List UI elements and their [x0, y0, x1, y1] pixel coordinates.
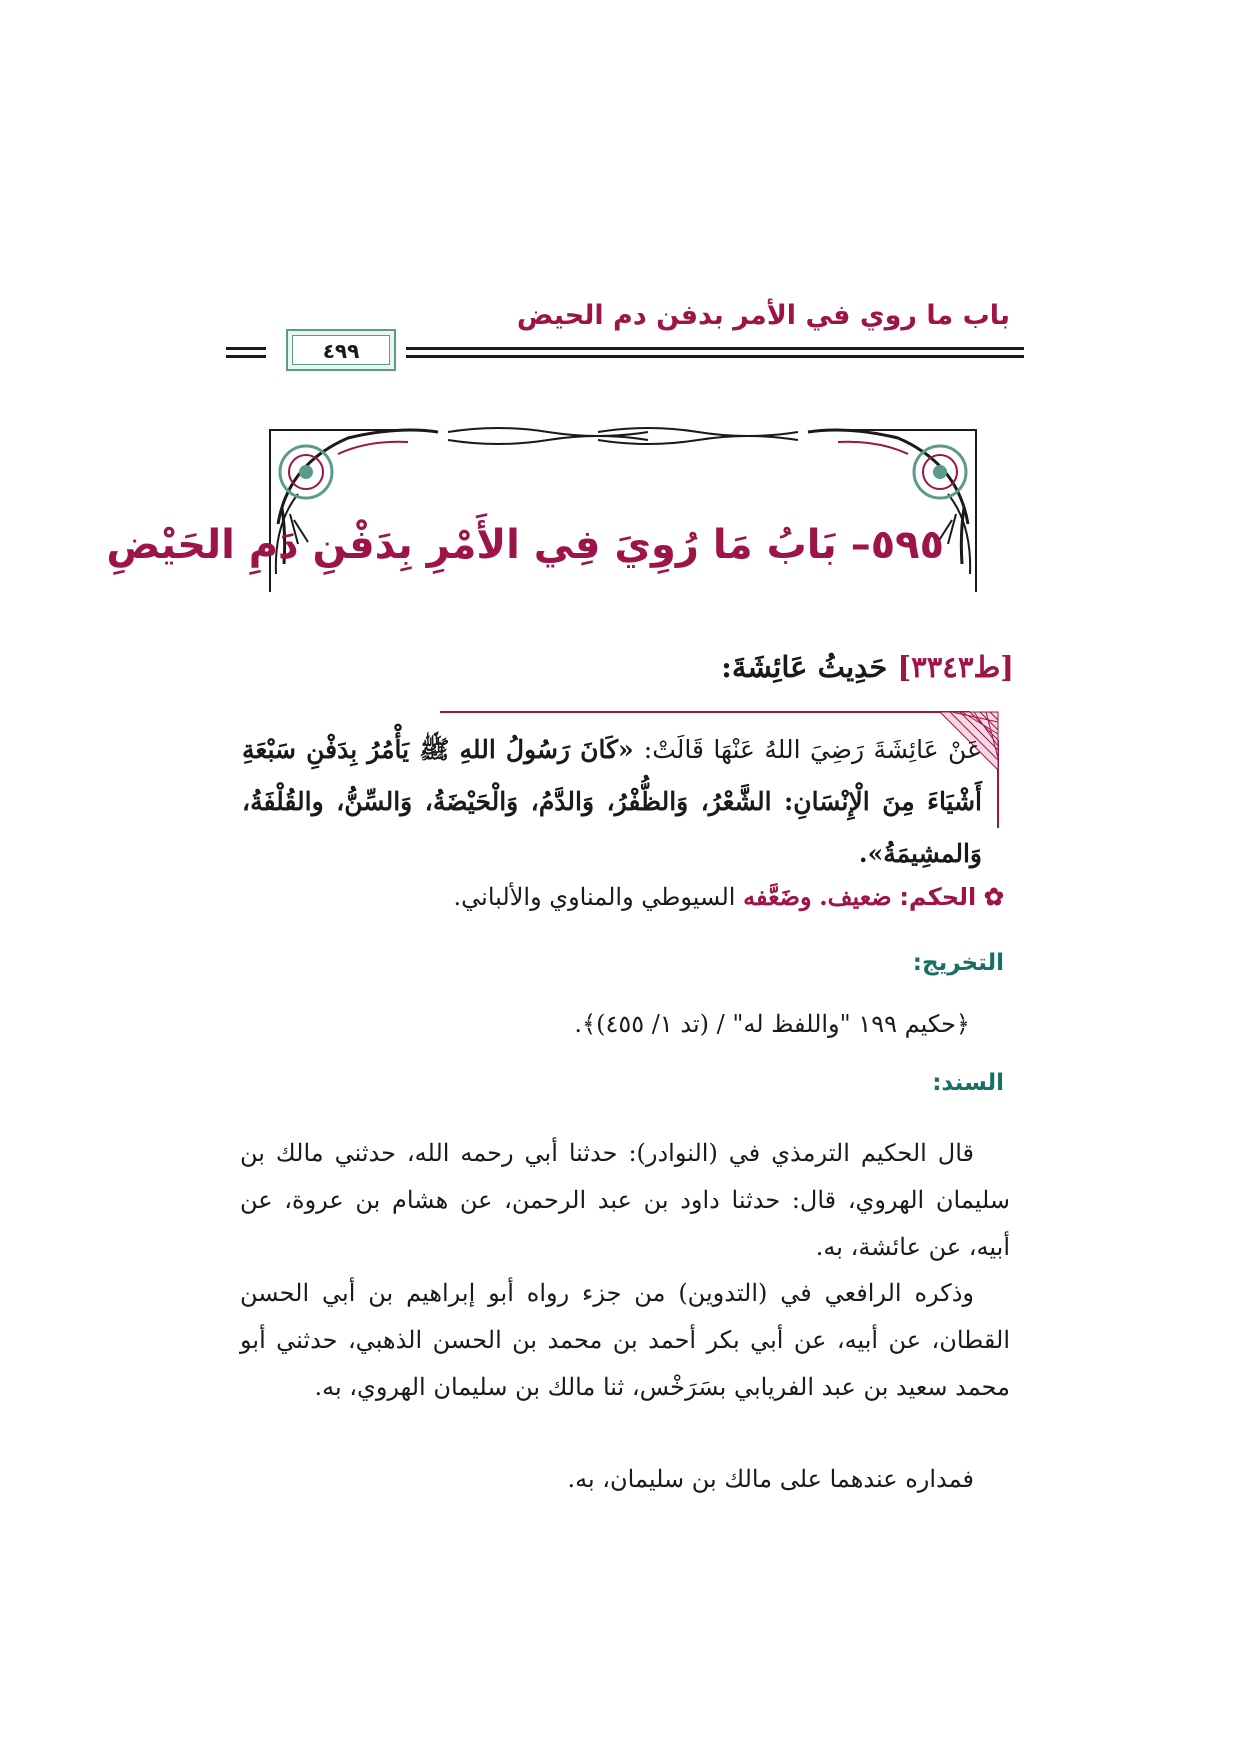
hukm-label: الحكم: [899, 883, 977, 911]
hukm-grade: ضعيف. [819, 882, 892, 911]
takhrij-text: ﴿حكيم ١٩٩ "واللفظ له" / (تد ١/ ٤٥٥)﴾. [574, 1010, 970, 1038]
hadith-box [230, 710, 1000, 868]
hadith-lead: عَنْ عَائِشَةَ رَضِيَ اللهُ عَنْهَا قَالَتْ: [643, 735, 982, 764]
header-rule-left-top [226, 347, 266, 350]
hadith-heading [721, 650, 1014, 684]
header-rule-bottom [406, 355, 1024, 358]
hadith-reference: [ط٣٣٤٣] [897, 650, 1014, 684]
sanad-paragraph: فمداره عندهما على مالك بن سليمان، به. [567, 1465, 974, 1493]
page-number: ٤٩٩ [292, 335, 390, 365]
takhrij-heading: التخريج: [912, 950, 1004, 976]
sanad-paragraph: وذكره الرافعي في (التدوين) من جزء رواه أبو إبراهيم بن أبي الحسن القطان، عن أبيه، عن أبي بكر أحمد بن محمد بن الحسن الذهبي، حدثني أبو محمد سعيد بن عبد الفريابي بسَرَخْس، ثنا مالك بن سليمان الهروي، به. [240, 1279, 1010, 1401]
top-scroll-ornament [448, 428, 798, 444]
header-rule-left-bottom [226, 355, 266, 358]
hukm-line [444, 882, 1004, 911]
page-number-badge [286, 329, 396, 371]
sanad-paragraph: قال الحكيم الترمذي في (النوادر): حدثنا أبي رحمه الله، حدثني مالك بن سليمان الهروي، قال: حدثنا داود بن عبد الرحمن، عن هشام بن عروة، عن أبيه، عن عائشة، به. [240, 1139, 1010, 1261]
running-header [246, 300, 1010, 370]
hukm-weakened-by: وضَعَّفه [743, 882, 812, 911]
hadith-text [242, 724, 982, 880]
chapter-title: ٥٩٥– بَابُ مَا رُوِيَ فِي الأَمْرِ بِدَفْنِ دَمِ الحَيْضِ [106, 522, 944, 568]
flower-icon: ✿ [983, 882, 1004, 911]
running-title: باب ما روي في الأمر بدفن دم الحيض [516, 300, 1010, 331]
hukm-scholars: السيوطي والمناوي والألباني. [453, 883, 736, 911]
sanad-heading: السند: [932, 1070, 1004, 1096]
header-rule-top [406, 347, 1024, 350]
chapter-ornament-frame [106, 424, 978, 594]
hadith-heading-text: حَدِيثُ عَائِشَةَ: [721, 650, 888, 684]
hadith-matn: «كَانَ رَسُولُ اللهِ ﷺ يَأْمُرُ بِدَفْنِ سَبْعَةِ أَشْيَاءَ مِنَ الْإِنْسَانِ: الشَّعْرُ، وَالظُّفْرُ، وَالدَّمُ، وَالْحَيْضَةُ، وَالسِّنُّ، والقُلْفَةُ، وَالمشِيمَةُ». [242, 735, 982, 868]
